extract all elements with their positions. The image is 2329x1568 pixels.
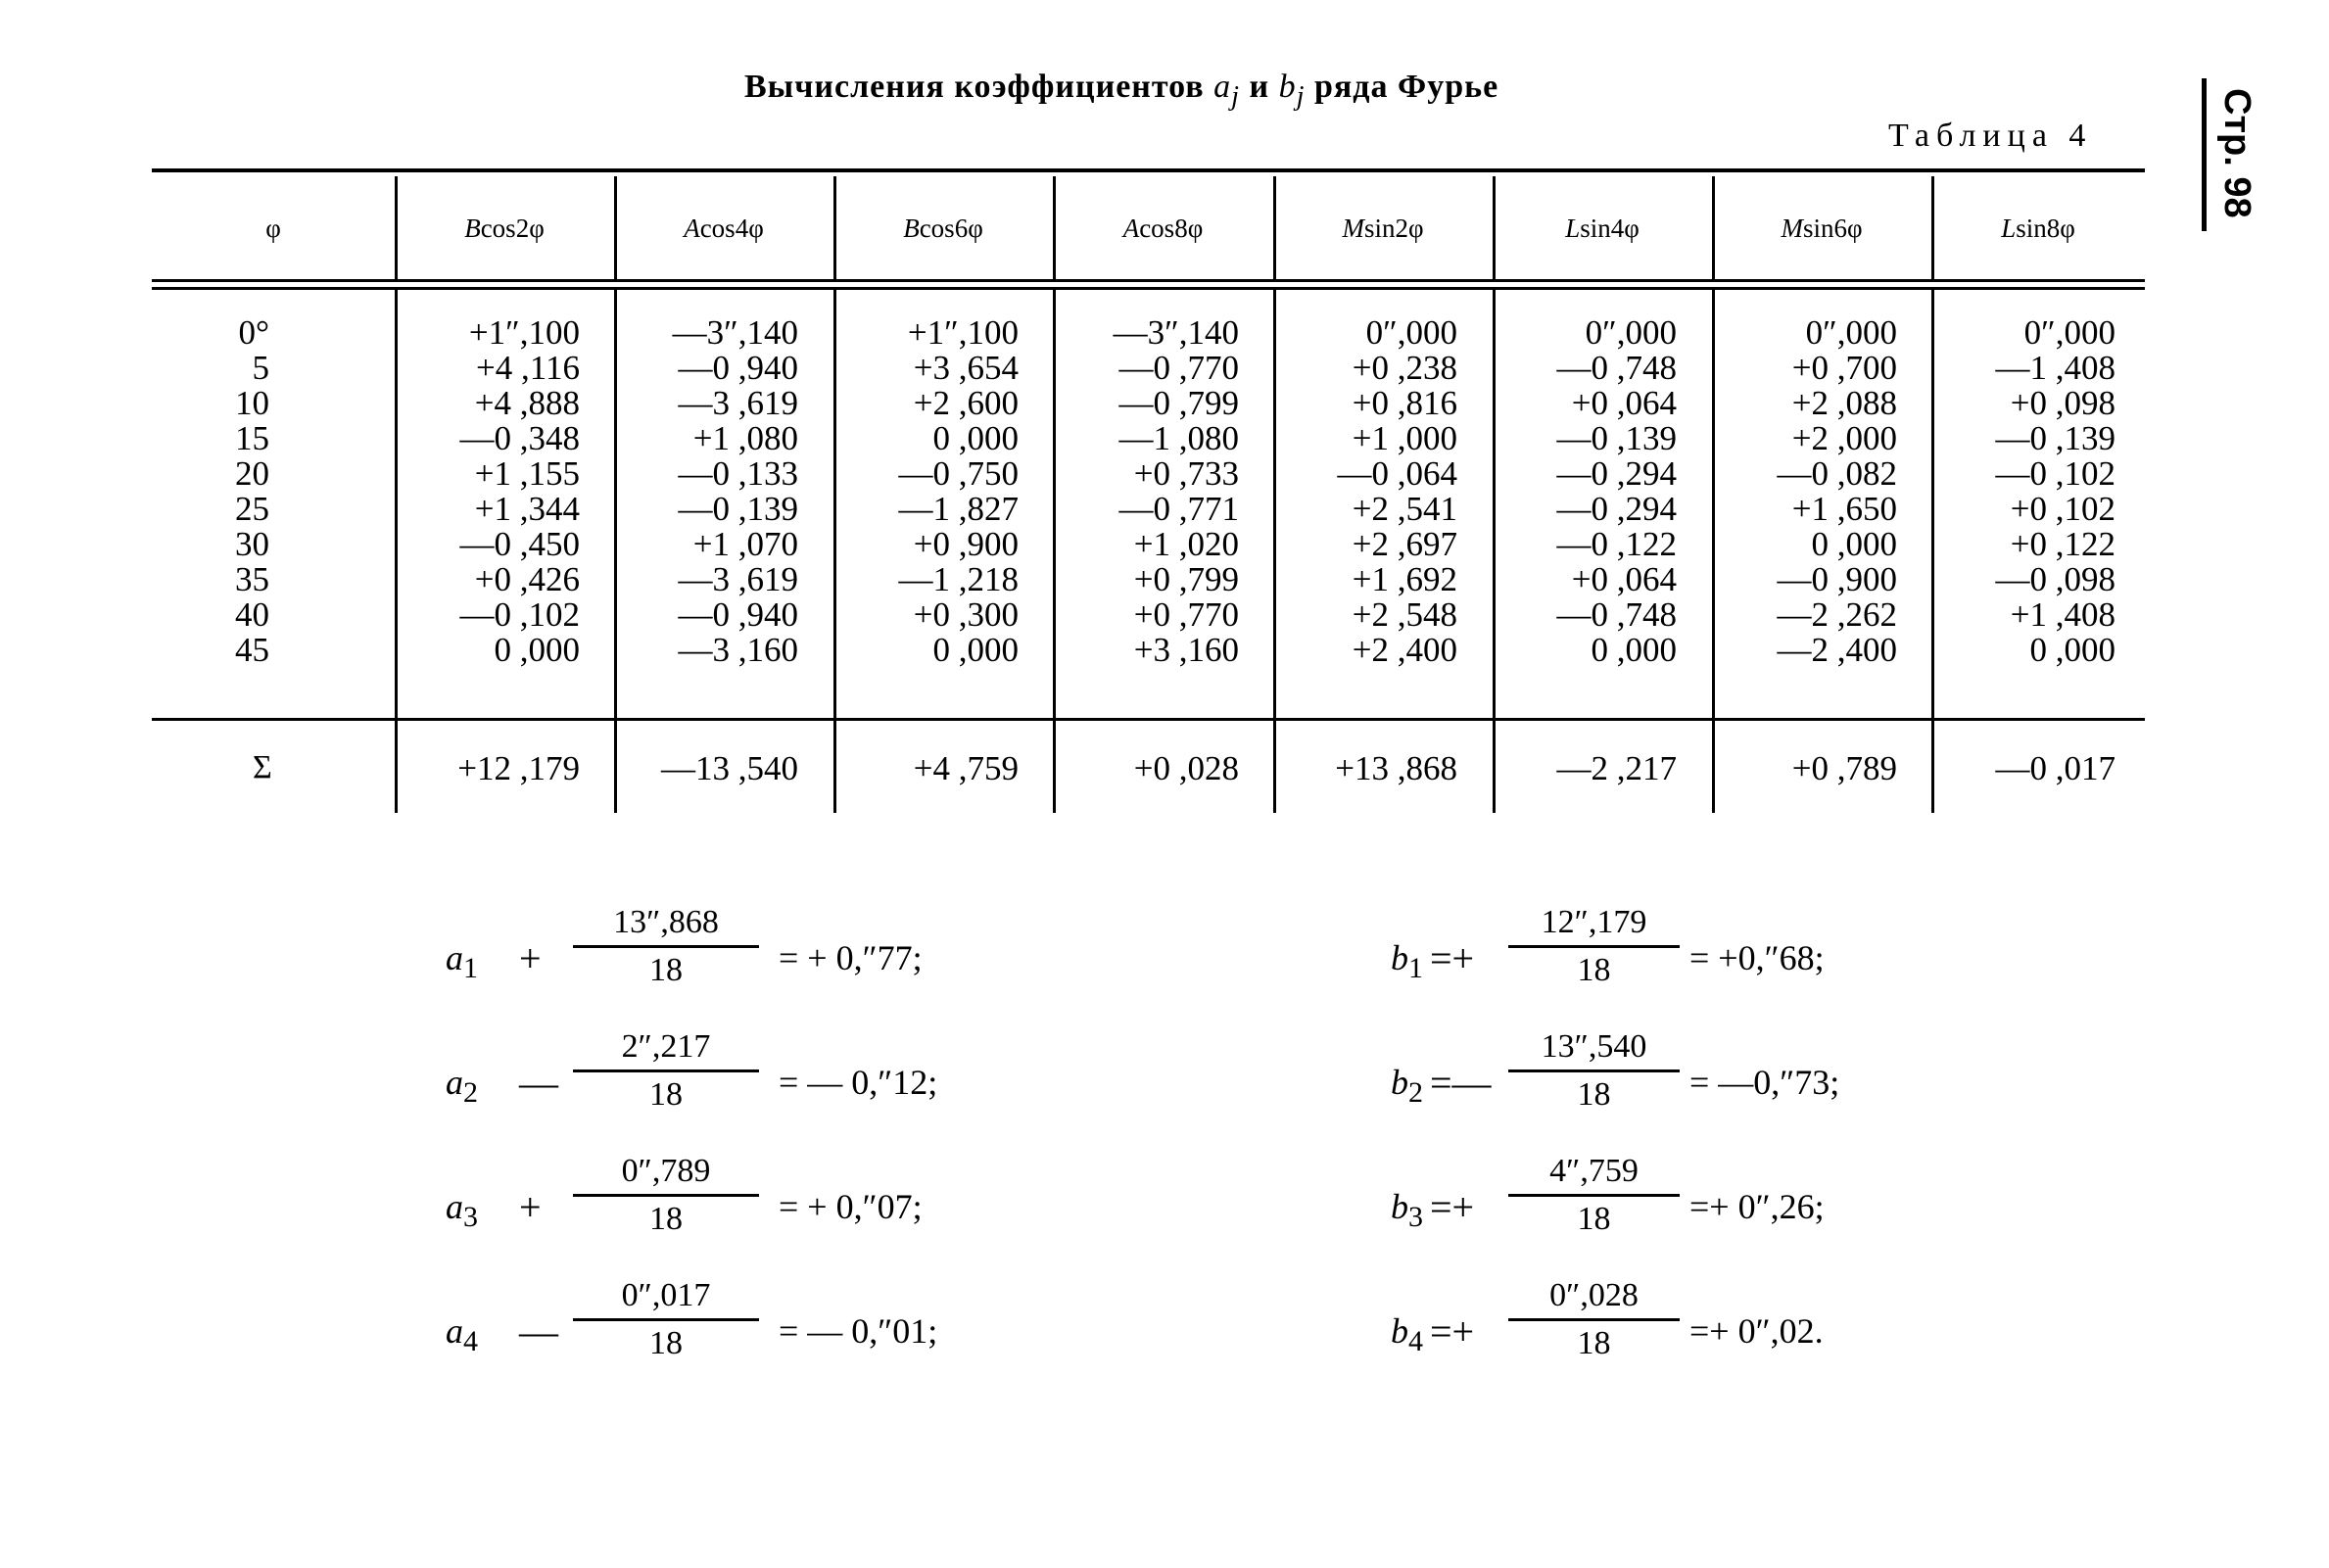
table-cell: —1 ,218 (898, 560, 1019, 598)
fraction-denominator: 18 (1577, 1201, 1611, 1237)
formula-fraction (1508, 904, 1680, 989)
header-variable: L (2001, 214, 2017, 243)
fraction-numerator: 0″,028 (1549, 1277, 1639, 1313)
data-column-4 (1114, 315, 1239, 668)
table-cell: —3″,140 (1113, 313, 1239, 352)
formula-b3 (1391, 1153, 1939, 1243)
table-cell: 0″,000 (2023, 313, 2115, 352)
table-cell: +4 ,888 (474, 384, 580, 422)
table-cell: 5 (252, 349, 269, 387)
table-cell: +0 ,733 (1133, 454, 1239, 493)
table-cell: 0 ,000 (1591, 631, 1677, 669)
column-divider-2-segment-2 (614, 290, 617, 718)
data-column-8 (1996, 315, 2116, 668)
table-cell: 0 ,000 (2029, 631, 2115, 669)
fraction-numerator: 0″,017 (621, 1277, 711, 1313)
table-cell: —2 ,262 (1777, 595, 1897, 634)
table-cell: 40 (235, 595, 269, 634)
table-cell: +2 ,697 (1352, 525, 1457, 563)
table-cell: 0 ,000 (932, 631, 1019, 669)
table-cell: +0 ,098 (2010, 384, 2115, 422)
header-variable: B (903, 214, 920, 243)
table-cell: 0″,000 (1805, 313, 1897, 352)
fraction-denominator: 18 (649, 1076, 683, 1113)
fraction-numerator: 2″,217 (621, 1028, 711, 1065)
table-cell: —0 ,098 (1995, 560, 2115, 598)
header-function: sin6φ (1802, 214, 1863, 243)
formula-sign: + (519, 1185, 542, 1229)
table-cell: +2 ,600 (913, 384, 1019, 422)
table-cell: —0 ,102 (1995, 454, 2115, 493)
table-cell: +2 ,548 (1352, 595, 1457, 634)
table-cell: 0 ,000 (1811, 525, 1897, 563)
header-variable: M (1342, 214, 1364, 243)
formula-fraction (573, 1028, 759, 1114)
table-cell: 0″,000 (1365, 313, 1457, 352)
fraction-numerator: 12″,179 (1541, 904, 1647, 940)
table-cell: 25 (235, 490, 269, 528)
column-divider-7-segment-3 (1712, 721, 1715, 813)
formula-fraction (1508, 1277, 1680, 1362)
header-function: sin4φ (1580, 214, 1640, 243)
table-cell: +0 ,770 (1133, 595, 1239, 634)
sum-separator-rule (152, 718, 2145, 721)
table-cell: +0 ,816 (1352, 384, 1457, 422)
formula-fraction (573, 904, 759, 989)
formula-b2 (1391, 1028, 1939, 1118)
column-divider-5-segment-2 (1273, 290, 1276, 718)
table-cell: —0 ,799 (1118, 384, 1239, 422)
table-cell: 0 ,000 (494, 631, 580, 669)
table-cell: —0 ,133 (678, 454, 798, 493)
formula-lhs: $b_2$ (1391, 1063, 1423, 1110)
fraction-bar (573, 1318, 759, 1321)
table-cell: —0 ,940 (678, 349, 798, 387)
table-cell: +0 ,426 (474, 560, 580, 598)
formula-sign: + (519, 936, 542, 980)
table-top-rule (152, 168, 2145, 172)
formula-fraction (1508, 1028, 1680, 1114)
table-cell: —0 ,900 (1777, 560, 1897, 598)
table-cell: +0 ,064 (1571, 560, 1677, 598)
table-cell: +0 ,700 (1791, 349, 1897, 387)
column-divider-1-segment-2 (395, 290, 398, 718)
table-cell: —0 ,348 (459, 419, 580, 457)
column-divider-7-segment-2 (1712, 290, 1715, 718)
column-divider-5-segment-3 (1273, 721, 1276, 813)
column-divider-8-segment-2 (1931, 290, 1934, 718)
fraction-bar (573, 945, 759, 948)
formula-result: = + 0,″07; (779, 1187, 923, 1226)
column-header-0 (152, 214, 395, 244)
data-column-6 (1557, 315, 1678, 668)
header-variable: A (1122, 214, 1140, 243)
formula-result: = —0,″73; (1689, 1063, 1840, 1102)
table-cell: +1 ,344 (474, 490, 580, 528)
table-cell: 45 (235, 631, 269, 669)
data-column-3 (899, 315, 1020, 668)
table-cell: +4 ,116 (476, 349, 580, 387)
header-variable: B (464, 214, 481, 243)
table-cell: —1 ,408 (1995, 349, 2115, 387)
formula-result: =+ 0″,26; (1689, 1187, 1825, 1226)
table-number-label: Таблица 4 (1888, 118, 2093, 154)
formula-a3 (446, 1153, 994, 1243)
table-cell: 20 (235, 454, 269, 493)
formula-a2 (446, 1028, 994, 1118)
data-column-5 (1338, 315, 1458, 668)
table-cell: +1 ,020 (1133, 525, 1239, 563)
column-header-3 (833, 214, 1053, 244)
table-cell: —3″,140 (672, 313, 798, 352)
table-cell: +1 ,692 (1352, 560, 1457, 598)
table-cell: +2 ,400 (1352, 631, 1457, 669)
formula-sign: — (519, 1061, 558, 1105)
formula-lhs: $a_1$ (446, 938, 478, 985)
formula-lhs: $a_3$ (446, 1187, 478, 1234)
header-variable: M (1781, 214, 1803, 243)
table-cell: +1 ,650 (1791, 490, 1897, 528)
sum-cell-1: +12 ,179 (457, 749, 580, 787)
column-header-2 (614, 214, 833, 244)
table-cell: 15 (235, 419, 269, 457)
table-cell: —0 ,750 (898, 454, 1019, 493)
table-cell: +3 ,160 (1133, 631, 1239, 669)
table-title: Вычисления коэффициентов $a_j$ и $b_j$ ряда Фурье (744, 69, 1499, 112)
table-cell: —0 ,748 (1556, 595, 1677, 634)
fraction-bar (1508, 1069, 1680, 1072)
formula-result: = + 0,″77; (779, 938, 923, 977)
formula-b1 (1391, 904, 1939, 994)
sum-cell-6: —2 ,217 (1556, 749, 1677, 787)
table-cell: —2 ,400 (1777, 631, 1897, 669)
table-cell: +1 ,070 (692, 525, 798, 563)
fraction-denominator: 18 (649, 1325, 683, 1361)
column-divider-3-segment-3 (833, 721, 836, 813)
formula-lhs: $b_3$ (1391, 1187, 1423, 1234)
header-function: sin2φ (1363, 214, 1424, 243)
formula-lhs: $b_4$ (1391, 1311, 1423, 1358)
fraction-denominator: 18 (649, 952, 683, 988)
table-cell: +1 ,080 (692, 419, 798, 457)
fraction-denominator: 18 (649, 1201, 683, 1237)
column-divider-8-segment-3 (1931, 721, 1934, 813)
header-function: φ (265, 214, 281, 243)
table-cell: —0 ,139 (678, 490, 798, 528)
header-function: cos8φ (1139, 214, 1204, 243)
phi-column (235, 315, 269, 668)
formula-lhs: $a_2$ (446, 1063, 478, 1110)
table-cell: +0 ,102 (2010, 490, 2115, 528)
header-double-rule-top (152, 279, 2145, 282)
table-cell: —1 ,080 (1118, 419, 1239, 457)
table-cell: —0 ,064 (1337, 454, 1457, 493)
column-divider-4-segment-2 (1053, 290, 1056, 718)
table-cell: —0 ,940 (678, 595, 798, 634)
table-cell: —0 ,139 (1556, 419, 1677, 457)
column-header-8 (1931, 214, 2145, 244)
formula-a4 (446, 1277, 994, 1367)
formula-lhs: $a_4$ (446, 1311, 478, 1358)
table-cell: —0 ,770 (1118, 349, 1239, 387)
header-double-rule-bottom (152, 287, 2145, 290)
fraction-bar (1508, 1318, 1680, 1321)
table-cell: 35 (235, 560, 269, 598)
data-column-2 (673, 315, 798, 668)
sum-cell-7: +0 ,789 (1791, 749, 1897, 787)
table-cell: —1 ,827 (898, 490, 1019, 528)
column-header-5 (1273, 214, 1493, 244)
table-cell: —0 ,294 (1556, 490, 1677, 528)
fraction-bar (573, 1194, 759, 1197)
sum-cell-4: +0 ,028 (1133, 749, 1239, 787)
table-cell: +0 ,799 (1133, 560, 1239, 598)
table-cell: +0 ,122 (2010, 525, 2115, 563)
formula-sign: — (519, 1309, 558, 1354)
fraction-denominator: 18 (1577, 1325, 1611, 1361)
formula-sign: =— (1430, 1061, 1492, 1105)
table-cell: 0″,000 (1585, 313, 1677, 352)
column-header-1 (395, 214, 614, 244)
formula-sign: =+ (1430, 1185, 1475, 1229)
table-cell: +2 ,088 (1791, 384, 1897, 422)
fraction-denominator: 18 (1577, 1076, 1611, 1113)
formula-sign: =+ (1430, 936, 1475, 980)
fraction-numerator: 13″,868 (613, 904, 719, 940)
page-number-mark (2169, 78, 2277, 235)
formula-fraction (1508, 1153, 1680, 1238)
table-cell: +1″,100 (468, 313, 580, 352)
formula-result: =+ 0″,02. (1689, 1311, 1824, 1351)
formula-fraction (573, 1153, 759, 1238)
data-column-1 (460, 315, 581, 668)
table-cell: —0 ,082 (1777, 454, 1897, 493)
table-cell: —3 ,619 (678, 560, 798, 598)
column-divider-3-segment-2 (833, 290, 836, 718)
fraction-numerator: 0″,789 (621, 1153, 711, 1189)
table-cell: +1 ,408 (2010, 595, 2115, 634)
table-cell: +1″,100 (907, 313, 1019, 352)
formula-result: = — 0,″12; (779, 1063, 938, 1102)
header-variable: A (684, 214, 700, 243)
table-cell: +0 ,064 (1571, 384, 1677, 422)
fraction-numerator: 13″,540 (1541, 1028, 1647, 1065)
header-function: cos4φ (699, 214, 764, 243)
fraction-numerator: 4″,759 (1549, 1153, 1639, 1189)
page-number-text: Стр. 98 (2216, 88, 2258, 218)
table-cell: 0 ,000 (932, 419, 1019, 457)
fraction-bar (1508, 945, 1680, 948)
table-cell: —0 ,122 (1556, 525, 1677, 563)
page-mark-bar (2202, 78, 2207, 231)
table-cell: +3 ,654 (913, 349, 1019, 387)
sum-cell-2: —13 ,540 (661, 749, 798, 787)
table-cell: 0° (238, 313, 269, 352)
table-cell: +0 ,238 (1352, 349, 1457, 387)
sum-cell-8: —0 ,017 (1995, 749, 2115, 787)
fraction-bar (573, 1069, 759, 1072)
data-column-7 (1778, 315, 1898, 668)
table-cell: —0 ,294 (1556, 454, 1677, 493)
table-cell: +1 ,155 (474, 454, 580, 493)
fraction-denominator: 18 (1577, 952, 1611, 988)
table-cell: +1 ,000 (1352, 419, 1457, 457)
table-cell: —0 ,139 (1995, 419, 2115, 457)
header-function: cos6φ (919, 214, 983, 243)
table-cell: +0 ,900 (913, 525, 1019, 563)
header-function: sin8φ (2016, 214, 2075, 243)
column-divider-1-segment-3 (395, 721, 398, 813)
table-cell: —3 ,160 (678, 631, 798, 669)
table-cell: 10 (235, 384, 269, 422)
table-cell: +2 ,000 (1791, 419, 1897, 457)
table-cell: —0 ,450 (459, 525, 580, 563)
formula-b4 (1391, 1277, 1939, 1367)
header-function: cos2φ (480, 214, 545, 243)
table-cell: +2 ,541 (1352, 490, 1457, 528)
formula-fraction (573, 1277, 759, 1362)
sum-row-label: Σ (253, 749, 272, 785)
column-header-4 (1053, 214, 1273, 244)
fraction-bar (1508, 1194, 1680, 1197)
formula-result: = +0,″68; (1689, 938, 1825, 977)
table-cell: —0 ,748 (1556, 349, 1677, 387)
column-header-6 (1493, 214, 1712, 244)
formula-a1 (446, 904, 994, 994)
header-variable: L (1565, 214, 1581, 243)
sum-cell-3: +4 ,759 (913, 749, 1019, 787)
formula-lhs: $b_1$ (1391, 938, 1423, 985)
table-cell: —0 ,771 (1118, 490, 1239, 528)
formula-result: = — 0,″01; (779, 1311, 938, 1351)
formula-sign: =+ (1430, 1309, 1475, 1354)
table-cell: —0 ,102 (459, 595, 580, 634)
column-divider-6-segment-3 (1493, 721, 1496, 813)
column-divider-4-segment-3 (1053, 721, 1056, 813)
table-cell: +0 ,300 (913, 595, 1019, 634)
sum-cell-5: +13 ,868 (1335, 749, 1457, 787)
table-cell: 30 (235, 525, 269, 563)
table-cell: —3 ,619 (678, 384, 798, 422)
column-header-7 (1712, 214, 1931, 244)
column-divider-6-segment-2 (1493, 290, 1496, 718)
column-divider-2-segment-3 (614, 721, 617, 813)
